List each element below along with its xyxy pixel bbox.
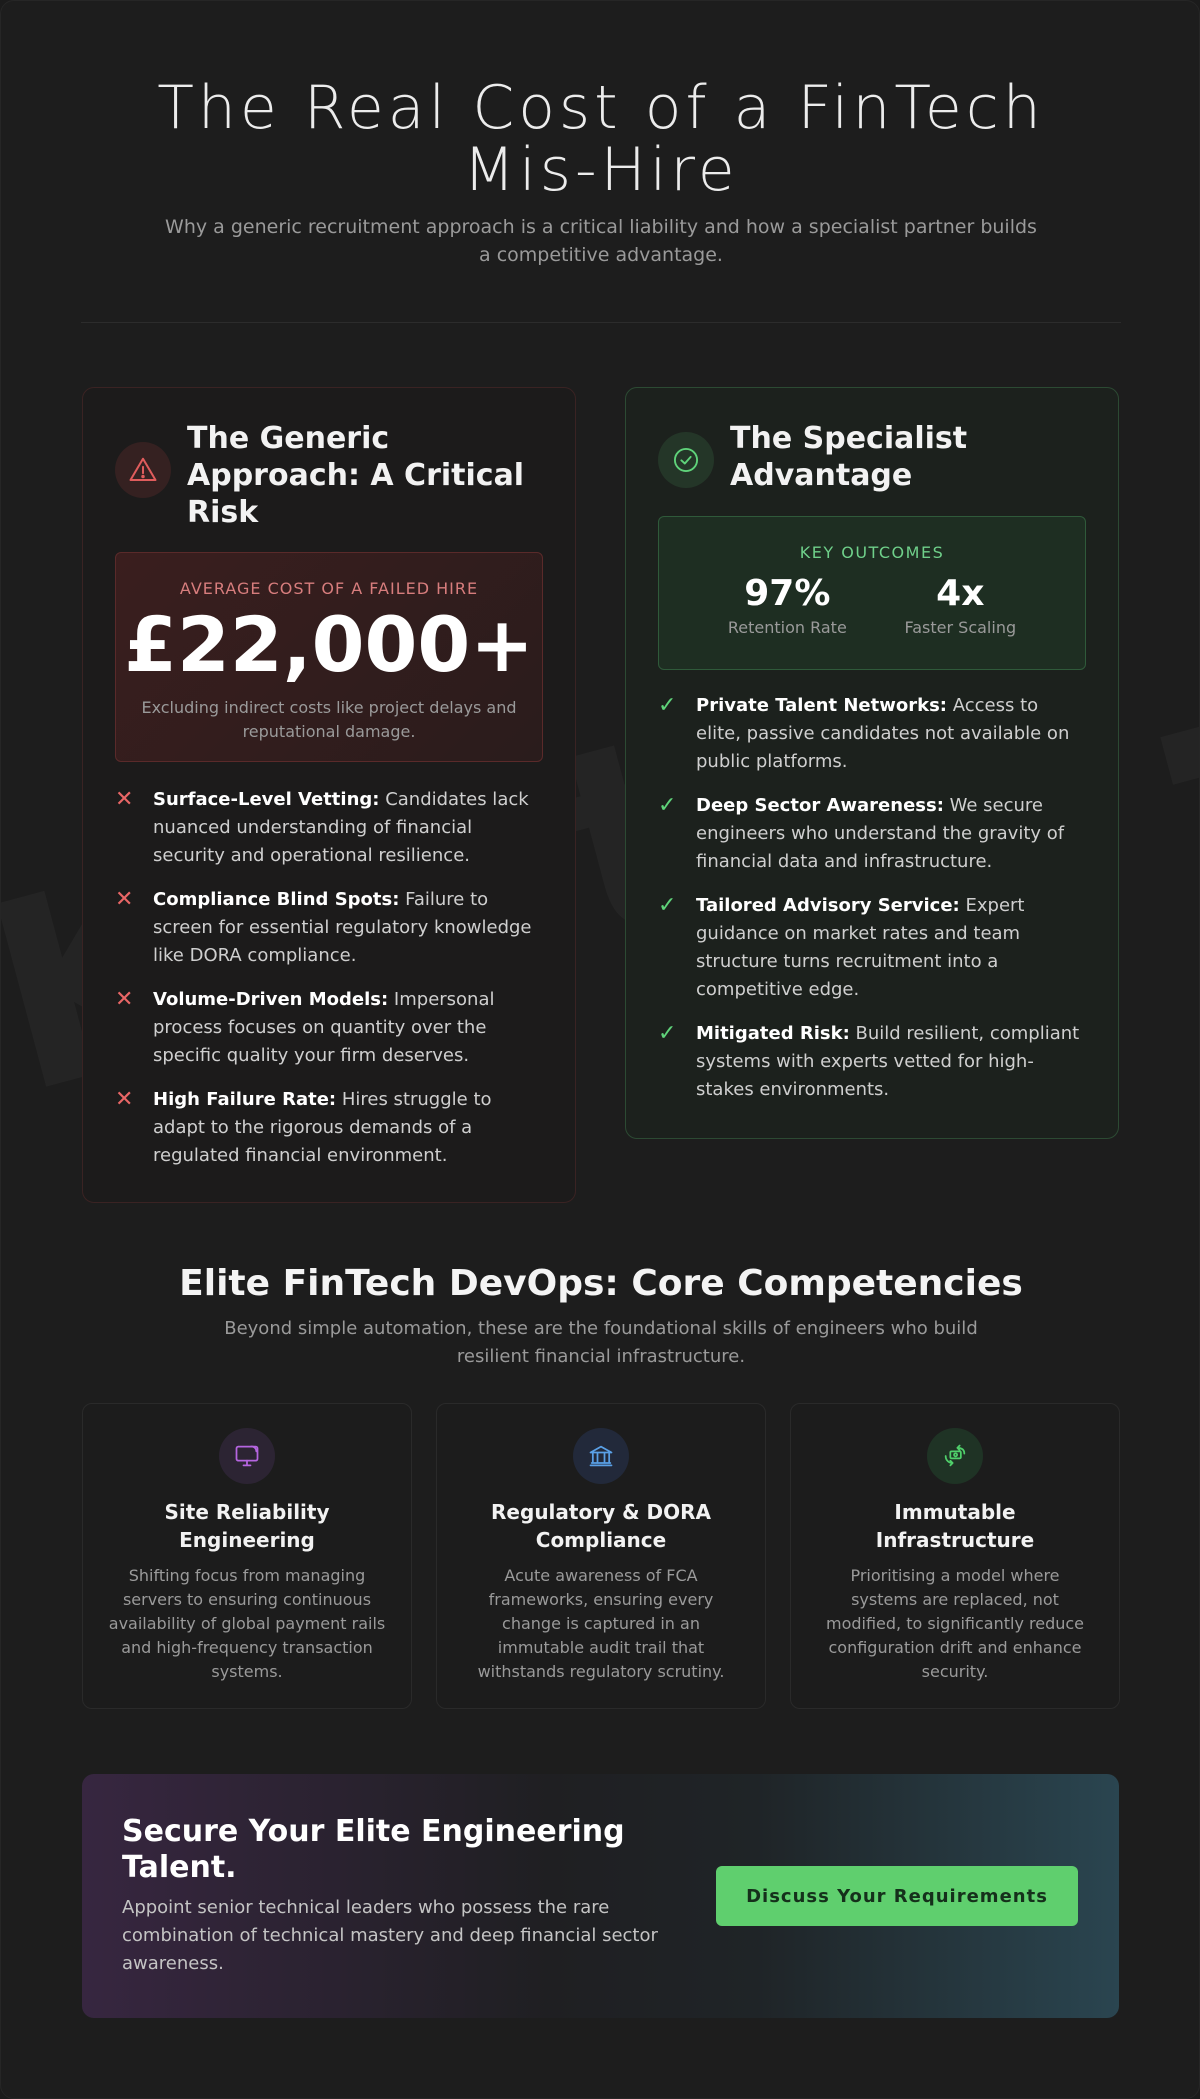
outcomes-label: KEY OUTCOMES [799,543,945,562]
generic-card-title: The Generic Approach: A Critical Risk [187,421,525,530]
item-title: Deep Sector Awareness: [696,795,944,816]
item-title: Mitigated Risk: [696,1023,850,1044]
item-text: Hires struggle to adapt to the rigorous demands of a regulated financial environment. [153,1089,492,1166]
competency-title: Immutable Infrastructure [875,1500,1035,1552]
checkmark-icon: ✓ [658,893,677,918]
generic-approach-card [82,387,576,1203]
item-title: High Failure Rate: [153,1089,337,1110]
item-text: Access to elite, passive candidates not available on public platforms. [696,695,1070,772]
item-text: Failure to screen for essential regulatory knowledge like DORA compliance. [153,889,532,966]
stat-scaling [905,574,1017,637]
cross-icon: ✕ [115,887,134,912]
specialist-advantage-card [625,387,1119,1139]
check-circle-icon [658,432,714,488]
item-title: Compliance Blind Spots: [153,889,400,910]
discuss-requirements-button[interactable]: Discuss Your Requirements [716,1866,1078,1926]
cost-value: £22,000+ [124,600,534,689]
list-item [658,692,1088,776]
item-title: Volume-Driven Models: [153,989,389,1010]
checkmark-icon: ✓ [658,793,677,818]
list-item [115,886,545,970]
item-text: Impersonal process focuses on quantity over the specific quality your firm deserves. [153,989,495,1066]
competencies-subtitle: Beyond simple automation, these are the foundational skills of engineers who build resilient financial infrastructure. [224,1318,978,1367]
list-item [115,1086,545,1170]
item-title: Surface-Level Vetting: [153,789,380,810]
stat-retention [728,574,847,637]
competency-text: Acute awareness of FCA frameworks, ensuring every change is captured in an immutable audit trail that withstands regulatory scrutiny. [477,1566,725,1681]
competencies-title: Elite FinTech DevOps: Core Competencies [179,1263,1023,1304]
generic-risk-list [115,786,545,1186]
cta-title: Secure Your Elite Engineering Talent. [122,1814,625,1885]
bank-icon [573,1428,629,1484]
item-text: Build resilient, compliant systems with experts vetted for high-stakes environments. [696,1023,1080,1100]
cash-swap-icon [927,1428,983,1484]
page-subtitle: Why a generic recruitment approach is a critical liability and how a specialist partner builds a competitive advantage. [165,216,1037,266]
list-item [115,786,545,870]
cta-text: Appoint senior technical leaders who possess the rare combination of technical mastery and deep financial sector awareness. [122,1897,658,1974]
cross-icon: ✕ [115,987,134,1012]
cross-icon: ✕ [115,787,134,812]
stat-value: 97% [744,573,831,614]
page-title: The Real Cost of a FinTech Mis-Hire [157,73,1045,205]
cost-note: Excluding indirect costs like project delays and reputational damage. [141,698,517,741]
competency-title: Site Reliability Engineering [164,1500,330,1552]
monitor-icon [219,1428,275,1484]
hero-header [81,73,1121,269]
checkmark-icon: ✓ [658,1021,677,1046]
competency-title: Regulatory & DORA Compliance [491,1500,711,1552]
checkmark-icon: ✓ [658,693,677,718]
stat-value: 4x [936,573,985,614]
item-title: Private Talent Networks: [696,695,947,716]
stat-label: Retention Rate [727,618,847,637]
list-item [658,792,1088,876]
specialist-card-header [658,420,1060,494]
key-outcomes-box [658,516,1086,670]
competency-text: Shifting focus from managing servers to ensuring continuous availability of global payment rails and high-frequency transaction systems. [108,1566,386,1681]
item-text: Expert guidance on market rates and team structure turns recruitment into a competitive edge. [696,895,1025,1000]
failed-hire-cost-box [115,552,543,762]
cta-banner [82,1774,1119,2018]
cost-label: AVERAGE COST OF A FAILED HIRE [179,579,479,598]
list-item [658,1020,1088,1104]
item-text: Candidates lack nuanced understanding of financial security and operational resilience. [153,789,529,866]
competency-card-dora [436,1403,766,1709]
cross-icon: ✕ [115,1087,134,1112]
stat-label: Faster Scaling [904,618,1017,637]
list-item [658,892,1088,1004]
item-title: Tailored Advisory Service: [696,895,960,916]
generic-card-header [115,420,557,531]
competency-card-sre [82,1403,412,1709]
item-text: We secure engineers who understand the gravity of financial data and infrastructure. [696,795,1065,872]
section-divider [81,322,1121,323]
specialist-benefit-list [658,692,1088,1120]
warning-triangle-icon [115,442,171,498]
specialist-card-title: The Specialist Advantage [730,421,968,493]
competency-text: Prioritising a model where systems are replaced, not modified, to significantly reduce configuration drift and enhance security. [826,1566,1084,1681]
competency-card-infrastructure [790,1403,1120,1709]
list-item [115,986,545,1070]
